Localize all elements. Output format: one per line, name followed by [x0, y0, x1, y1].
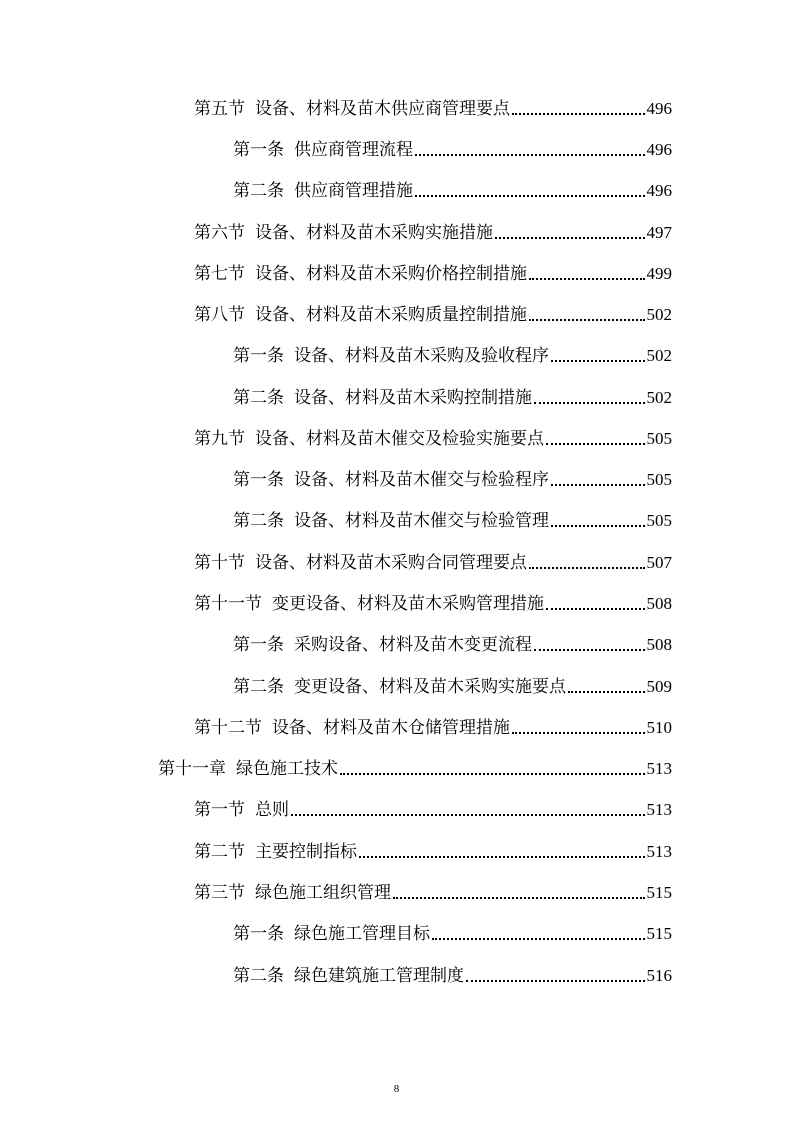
entry-title: 绿色施工组织管理	[255, 883, 391, 903]
entry-title: 设备、材料及苗木催交与检验程序	[294, 470, 549, 490]
toc-entry[interactable]	[194, 877, 672, 903]
entry-number: 第八节	[194, 305, 245, 325]
entry-title: 绿色施工管理目标	[294, 924, 430, 944]
entry-title: 供应商管理措施	[294, 181, 413, 201]
entry-page: 497	[646, 223, 672, 242]
entry-page: 513	[646, 842, 672, 861]
dot-leader	[551, 483, 645, 486]
toc-entry[interactable]	[233, 918, 672, 944]
dot-leader	[359, 855, 645, 858]
toc-entry[interactable]	[233, 382, 672, 408]
dot-leader	[340, 772, 645, 775]
toc-entry[interactable]	[233, 629, 672, 655]
entry-number: 第二条	[233, 511, 284, 531]
dot-leader	[568, 690, 645, 693]
entry-page: 509	[646, 677, 672, 696]
page-number: 8	[393, 1083, 400, 1095]
dot-leader	[534, 401, 645, 404]
entry-page: 510	[646, 718, 672, 737]
toc-entry[interactable]	[158, 753, 672, 779]
toc-entry[interactable]	[233, 464, 672, 490]
entry-page: 496	[646, 140, 672, 159]
dot-leader	[512, 731, 645, 734]
entry-page: 513	[646, 800, 672, 819]
toc-entry[interactable]	[194, 588, 672, 614]
entry-page: 508	[646, 594, 672, 613]
entry-title: 设备、材料及苗木采购实施措施	[255, 223, 493, 243]
toc-entry[interactable]	[194, 547, 672, 573]
entry-title: 设备、材料及苗木采购及验收程序	[294, 346, 549, 366]
entry-number: 第十一节	[194, 594, 262, 614]
entry-page: 502	[646, 346, 672, 365]
toc-entry[interactable]	[233, 671, 672, 697]
entry-number: 第二条	[233, 181, 284, 201]
entry-title: 变更设备、材料及苗木采购管理措施	[272, 594, 544, 614]
dot-leader	[466, 979, 645, 982]
toc-entry[interactable]	[194, 423, 672, 449]
entry-title: 变更设备、材料及苗木采购实施要点	[294, 677, 566, 697]
entry-title: 绿色建筑施工管理制度	[294, 966, 464, 986]
entry-title: 设备、材料及苗木采购质量控制措施	[255, 305, 527, 325]
entry-page: 502	[646, 388, 672, 407]
dot-leader	[551, 359, 645, 362]
entry-page: 515	[646, 924, 672, 943]
toc-entry[interactable]	[233, 175, 672, 201]
entry-title: 设备、材料及苗木仓储管理措施	[272, 718, 510, 738]
entry-page: 516	[646, 966, 672, 985]
entry-page: 505	[646, 429, 672, 448]
entry-title: 设备、材料及苗木采购合同管理要点	[255, 553, 527, 573]
dot-leader	[546, 607, 645, 610]
entry-number: 第五节	[194, 99, 245, 119]
dot-leader	[529, 318, 645, 321]
toc-entry[interactable]	[194, 217, 672, 243]
entry-number: 第十二节	[194, 718, 262, 738]
entry-number: 第一条	[233, 470, 284, 490]
dot-leader	[415, 194, 645, 197]
entry-number: 第三节	[194, 883, 245, 903]
toc-entry[interactable]	[194, 258, 672, 284]
entry-page: 505	[646, 511, 672, 530]
entry-title: 供应商管理流程	[294, 140, 413, 160]
toc-entry[interactable]	[194, 794, 672, 820]
entry-page: 513	[646, 759, 672, 778]
entry-page: 505	[646, 470, 672, 489]
dot-leader	[534, 648, 645, 651]
entry-title: 设备、材料及苗木催交及检验实施要点	[255, 429, 544, 449]
dot-leader	[546, 442, 645, 445]
entry-title: 设备、材料及苗木供应商管理要点	[255, 99, 510, 119]
entry-number: 第二条	[233, 677, 284, 697]
dot-leader	[393, 896, 645, 899]
entry-title: 主要控制指标	[255, 842, 357, 862]
toc-entry[interactable]	[233, 960, 672, 986]
entry-title: 设备、材料及苗木采购控制措施	[294, 388, 532, 408]
entry-page: 515	[646, 883, 672, 902]
entry-page: 507	[646, 553, 672, 572]
toc-entry[interactable]	[233, 340, 672, 366]
entry-number: 第一节	[194, 800, 245, 820]
entry-number: 第十节	[194, 553, 245, 573]
entry-page: 496	[646, 181, 672, 200]
dot-leader	[291, 813, 645, 816]
entry-number: 第六节	[194, 223, 245, 243]
entry-page: 496	[646, 99, 672, 118]
entry-number: 第一条	[233, 140, 284, 160]
toc-entry[interactable]	[194, 836, 672, 862]
entry-number: 第二条	[233, 388, 284, 408]
toc-entry[interactable]	[233, 134, 672, 160]
dot-leader	[512, 112, 645, 115]
entry-title: 总则	[255, 800, 289, 820]
entry-title: 设备、材料及苗木采购价格控制措施	[255, 264, 527, 284]
entry-number: 第九节	[194, 429, 245, 449]
toc-entry[interactable]	[194, 712, 672, 738]
entry-number: 第二节	[194, 842, 245, 862]
dot-leader	[415, 153, 645, 156]
dot-leader	[529, 566, 645, 569]
entry-title: 绿色施工技术	[236, 759, 338, 779]
entry-page: 508	[646, 635, 672, 654]
entry-title: 采购设备、材料及苗木变更流程	[294, 635, 532, 655]
entry-title: 设备、材料及苗木催交与检验管理	[294, 511, 549, 531]
entry-number: 第二条	[233, 966, 284, 986]
entry-number: 第七节	[194, 264, 245, 284]
entry-page: 502	[646, 305, 672, 324]
toc-entry[interactable]	[194, 299, 672, 325]
entry-number: 第十一章	[158, 759, 226, 779]
entry-number: 第一条	[233, 635, 284, 655]
dot-leader	[551, 524, 645, 527]
toc-entry[interactable]	[194, 93, 672, 119]
dot-leader	[432, 937, 645, 940]
entry-page: 499	[646, 264, 672, 283]
entry-number: 第一条	[233, 346, 284, 366]
dot-leader	[495, 236, 645, 239]
toc-entry[interactable]	[233, 505, 672, 531]
dot-leader	[529, 277, 645, 280]
entry-number: 第一条	[233, 924, 284, 944]
